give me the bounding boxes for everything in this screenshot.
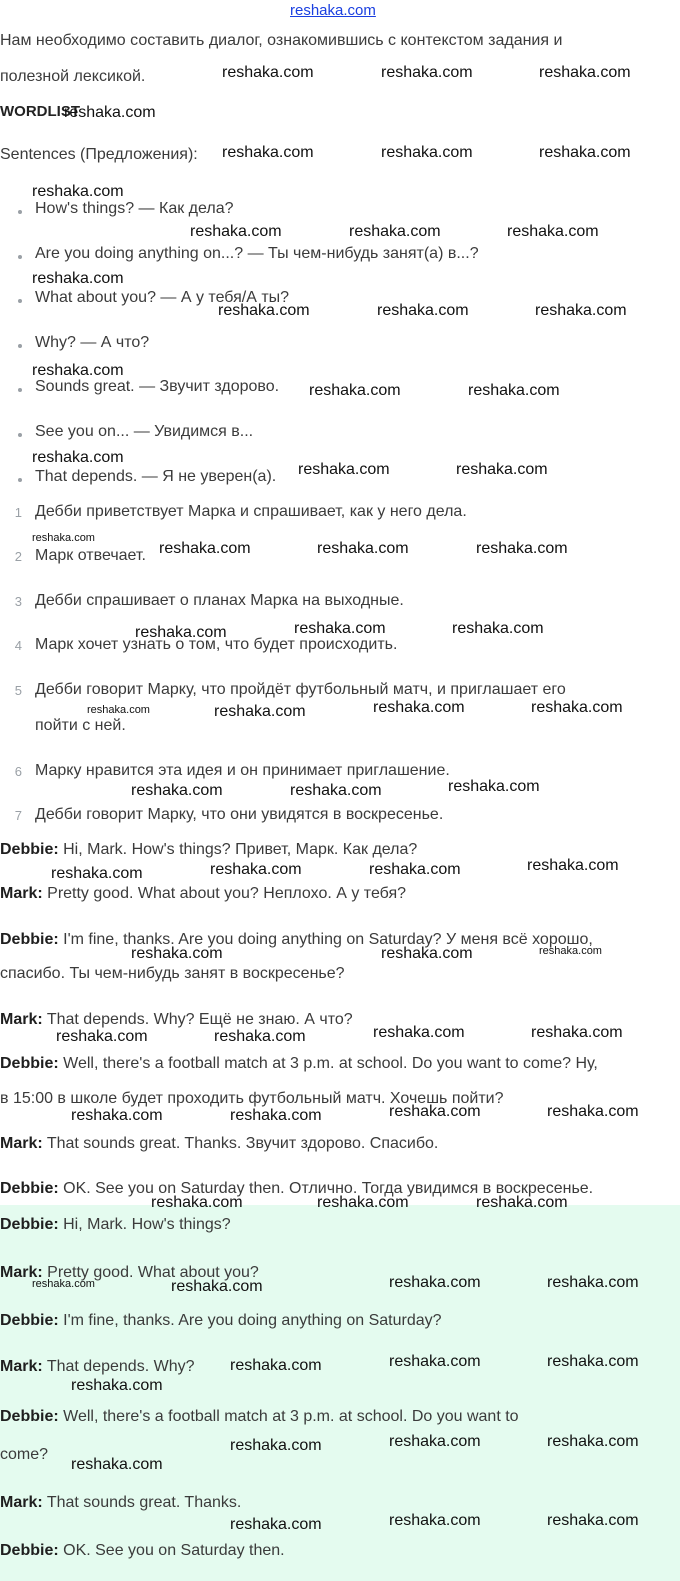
bullet-icon [18, 478, 22, 482]
dialog-text: I'm fine, thanks. Are you doing anything on Saturday? У меня всё хорошо, [63, 931, 593, 948]
dialog-line: Mark: Pretty good. What about you? [0, 1264, 259, 1281]
bullet-icon [18, 433, 22, 437]
watermark: reshaka.com [71, 1377, 163, 1394]
watermark: reshaka.com [32, 362, 124, 379]
watermark: reshaka.com [389, 1433, 481, 1450]
list-item: What about you? — А у тебя/А ты? [35, 289, 290, 306]
watermark: reshaka.com [64, 104, 156, 121]
watermark: reshaka.com [309, 382, 401, 399]
watermark: reshaka.com [87, 704, 150, 716]
list-item: See you on... — Увидимся в... [35, 423, 254, 440]
watermark: reshaka.com [377, 302, 469, 319]
watermark: reshaka.com [369, 861, 461, 878]
watermark: reshaka.com [294, 620, 386, 637]
step-number: 3 [14, 594, 22, 609]
watermark: reshaka.com [210, 861, 302, 878]
step-text-continued: пойти с ней. [35, 717, 126, 734]
sentences-heading: Sentences (Предложения): [0, 146, 198, 163]
list-item: How's things? — Как дела? [35, 200, 234, 217]
watermark: reshaka.com [476, 1194, 568, 1211]
dialog-text-continued: come? [0, 1446, 49, 1463]
step-number: 2 [14, 549, 22, 564]
speaker: Mark [0, 1135, 38, 1152]
watermark: reshaka.com [56, 1028, 148, 1045]
watermark: reshaka.com [531, 699, 623, 716]
bullet-icon [18, 255, 22, 259]
watermark: reshaka.com [389, 1353, 481, 1370]
watermark: reshaka.com [389, 1103, 481, 1120]
wordlist-heading: WORDLIST [0, 103, 80, 120]
site-link[interactable]: reshaka.com [290, 2, 376, 19]
watermark: reshaka.com [381, 945, 473, 962]
dialog-line: Debbie: Well, there's a football match at 3 p.m. at school. Do you want to [0, 1408, 519, 1425]
step-text: Дебби говорит Марку, что пройдёт футбольный матч, и приглашает его [35, 681, 566, 698]
list-item: Sounds great. — Звучит здорово. [35, 378, 280, 395]
speaker: Debbie [0, 931, 54, 948]
watermark: reshaka.com [218, 302, 310, 319]
bullet-icon [18, 388, 22, 392]
dialog-line: Mark: That sounds great. Thanks. Звучит здорово. Спасибо. [0, 1135, 439, 1152]
watermark: reshaka.com [222, 144, 314, 161]
watermark: reshaka.com [547, 1353, 639, 1370]
watermark: reshaka.com [373, 699, 465, 716]
dialog-line: Mark: Pretty good. What about you? Неплохо. А у тебя? [0, 885, 407, 902]
step-number: 4 [14, 638, 22, 653]
watermark: reshaka.com [151, 1194, 243, 1211]
speaker: Debbie [0, 1055, 54, 1072]
dialog-text: Well, there's a football match at 3 p.m. at school. Do you want to [63, 1408, 519, 1425]
watermark: reshaka.com [381, 64, 473, 81]
watermark: reshaka.com [527, 857, 619, 874]
dialog-text: I'm fine, thanks. Are you doing anything on Saturday? [63, 1312, 442, 1329]
watermark: reshaka.com [539, 945, 602, 957]
dialog-line: Debbie: OK. See you on Saturday then. Отлично. Тогда увидимся в воскресенье. [0, 1180, 594, 1197]
speaker: Debbie [0, 841, 54, 858]
watermark: reshaka.com [290, 782, 382, 799]
dialog-text-continued: спасибо. Ты чем-нибудь занят в воскресенье? [0, 965, 345, 982]
speaker: Mark [0, 1494, 38, 1511]
watermark: reshaka.com [230, 1107, 322, 1124]
watermark: reshaka.com [214, 703, 306, 720]
step-text: Дебби приветствует Марка и спрашивает, как у него дела. [35, 503, 467, 520]
watermark: reshaka.com [190, 223, 282, 240]
watermark: reshaka.com [71, 1107, 163, 1124]
watermark: reshaka.com [456, 461, 548, 478]
watermark: reshaka.com [547, 1512, 639, 1529]
watermark: reshaka.com [476, 540, 568, 557]
watermark: reshaka.com [547, 1274, 639, 1291]
watermark: reshaka.com [214, 1028, 306, 1045]
intro-text-line1: Нам необходимо составить диалог, ознакомившись с контекстом задания и [0, 32, 563, 49]
watermark: reshaka.com [468, 382, 560, 399]
watermark: reshaka.com [32, 270, 124, 287]
bullet-icon [18, 344, 22, 348]
list-item: Why? — А что? [35, 334, 150, 351]
watermark: reshaka.com [381, 144, 473, 161]
dialog-line: Debbie: Hi, Mark. How's things? [0, 1216, 231, 1233]
dialog-line: Debbie: Well, there's a football match at 3 p.m. at school. Do you want to come? Ну, [0, 1055, 598, 1072]
watermark: reshaka.com [135, 624, 227, 641]
watermark: reshaka.com [539, 64, 631, 81]
dialog-line: Debbie: I'm fine, thanks. Are you doing anything on Saturday? [0, 1312, 442, 1329]
dialog-line: Debbie: OK. See you on Saturday then. [0, 1542, 285, 1559]
list-item: Are you doing anything on...? — Ты чем-нибудь занят(а) в...? [35, 245, 479, 262]
watermark: reshaka.com [547, 1433, 639, 1450]
list-item: That depends. — Я не уверен(а). [35, 468, 277, 485]
watermark: reshaka.com [373, 1024, 465, 1041]
watermark: reshaka.com [507, 223, 599, 240]
speaker: Debbie [0, 1216, 54, 1233]
watermark: reshaka.com [32, 449, 124, 466]
bullet-icon [18, 299, 22, 303]
dialog-text: Hi, Mark. How's things? [63, 1216, 231, 1233]
watermark: reshaka.com [547, 1103, 639, 1120]
watermark: reshaka.com [222, 64, 314, 81]
dialog-line: Mark: That depends. Why? Ещё не знаю. А что? [0, 1011, 353, 1028]
watermark: reshaka.com [531, 1024, 623, 1041]
speaker: Debbie [0, 1312, 54, 1329]
step-number: 6 [14, 764, 22, 779]
step-text: Марк хочет узнать о том, что будет происходить. [35, 636, 398, 653]
dialog-text: That sounds great. Thanks. [46, 1494, 242, 1511]
dialog-line: Mark: That sounds great. Thanks. [0, 1494, 242, 1511]
step-number: 7 [14, 808, 22, 823]
dialog-line: Debbie: Hi, Mark. How's things? Привет, Марк. Как дела? [0, 841, 418, 858]
watermark: reshaka.com [317, 1194, 409, 1211]
intro-text-line2: полезной лексикой. [0, 68, 146, 85]
dialog-text: OK. See you on Saturday then. Отлично. Тогда увидимся в воскресенье. [63, 1180, 594, 1197]
step-text: Дебби спрашивает о планах Марка на выходные. [35, 592, 404, 609]
dialog-line: Mark: That depends. Why? [0, 1358, 195, 1375]
watermark: reshaka.com [535, 302, 627, 319]
dialog-text: Hi, Mark. How's things? Привет, Марк. Как дела? [63, 841, 418, 858]
dialog-text: That sounds great. Thanks. Звучит здорово. Спасибо. [46, 1135, 439, 1152]
dialog-text: Well, there's a football match at 3 p.m. at school. Do you want to come? Ну, [63, 1055, 598, 1072]
step-text: Дебби говорит Марку, что они увидятся в воскресенье. [35, 806, 444, 823]
speaker: Mark [0, 885, 38, 902]
dialog-text: Pretty good. What about you? [47, 1264, 259, 1281]
speaker: Mark [0, 1358, 38, 1375]
step-number: 5 [14, 683, 22, 698]
watermark: reshaka.com [171, 1278, 263, 1295]
watermark: reshaka.com [452, 620, 544, 637]
step-text: Марк отвечает. [35, 547, 146, 564]
speaker: Debbie [0, 1542, 54, 1559]
dialog-line: Debbie: I'm fine, thanks. Are you doing anything on Saturday? У меня всё хорошо, [0, 931, 593, 948]
step-number: 1 [14, 505, 22, 520]
watermark: reshaka.com [32, 1278, 95, 1290]
dialog-text: That depends. Why? Ещё не знаю. А что? [46, 1011, 353, 1028]
dialog-text: OK. See you on Saturday then. [63, 1542, 285, 1559]
speaker: Debbie [0, 1408, 54, 1425]
watermark: reshaka.com [230, 1516, 322, 1533]
watermark: reshaka.com [230, 1437, 322, 1454]
step-text: Марку нравится эта идея и он принимает приглашение. [35, 762, 450, 779]
watermark: reshaka.com [349, 223, 441, 240]
dialog-text-continued: в 15:00 в школе будет проходить футбольный матч. Хочешь пойти? [0, 1090, 504, 1107]
speaker: Mark [0, 1264, 38, 1281]
watermark: reshaka.com [230, 1357, 322, 1374]
watermark: reshaka.com [448, 778, 540, 795]
watermark: reshaka.com [131, 945, 223, 962]
speaker: Debbie [0, 1180, 54, 1197]
watermark: reshaka.com [539, 144, 631, 161]
watermark: reshaka.com [71, 1456, 163, 1473]
watermark: reshaka.com [159, 540, 251, 557]
watermark: reshaka.com [317, 540, 409, 557]
watermark: reshaka.com [298, 461, 390, 478]
watermark: reshaka.com [32, 183, 124, 200]
watermark: reshaka.com [389, 1274, 481, 1291]
speaker: Mark [0, 1011, 38, 1028]
bullet-icon [18, 210, 22, 214]
dialog-text: That depends. Why? [46, 1358, 195, 1375]
dialog-text: Pretty good. What about you? Неплохо. А у тебя? [47, 885, 407, 902]
watermark: reshaka.com [32, 532, 95, 544]
watermark: reshaka.com [131, 782, 223, 799]
watermark: reshaka.com [51, 865, 143, 882]
watermark: reshaka.com [389, 1512, 481, 1529]
